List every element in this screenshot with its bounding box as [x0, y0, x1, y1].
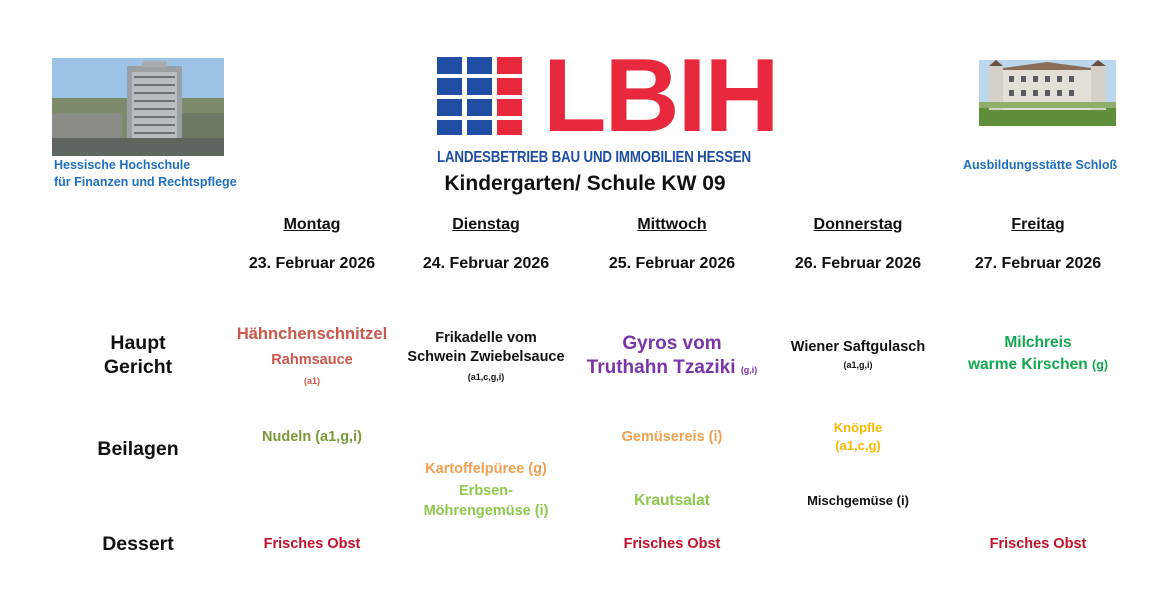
- fri-main-2-wrap: [943, 356, 1133, 374]
- wed-main-2: Truthahn Tzaziki: [586, 357, 736, 378]
- tue-main-1: Frikadelle vom: [435, 330, 537, 346]
- wed-main-1: Gyros vom: [622, 333, 722, 354]
- thu-side-1a: Knöpfle: [833, 420, 883, 435]
- page-title: Kindergarten/ Schule KW 09: [444, 172, 726, 195]
- tue-main-2: Schwein Zwiebelsauce: [407, 349, 565, 365]
- logo-grid-icon: [437, 57, 536, 135]
- row-label-sides: Beilagen: [97, 438, 179, 460]
- thu-side-2: Mischgemüse (i): [807, 493, 909, 508]
- tue-main-allergen: (a1,c,g,i): [467, 372, 505, 382]
- date-tuesday: 24. Februar 2026: [422, 255, 550, 272]
- right-caption: Ausbildungsstätte Schloß: [963, 158, 1118, 172]
- logo-subtitle: LANDESBETRIEB BAU UND IMMOBILIEN HESSEN: [437, 149, 751, 166]
- day-wednesday: Mittwoch: [637, 216, 707, 233]
- date-wednesday: 25. Februar 2026: [608, 255, 736, 272]
- left-building-photo: [52, 58, 224, 156]
- mon-dessert: Frisches Obst: [263, 536, 361, 552]
- wed-side-1: Gemüsereis (i): [621, 429, 723, 445]
- date-thursday: 26. Februar 2026: [794, 255, 922, 272]
- row-label-main-line2: Gericht: [103, 356, 173, 378]
- right-castle-photo: [979, 60, 1116, 126]
- day-monday: Montag: [283, 216, 341, 233]
- day-tuesday: Dienstag: [452, 216, 520, 233]
- mon-side: Nudeln (a1,g,i): [262, 429, 362, 445]
- date-monday: 23. Februar 2026: [248, 255, 376, 272]
- day-thursday: Donnerstag: [813, 216, 903, 233]
- mon-main-allergen: (a1): [303, 376, 320, 386]
- wed-main-allergen: (g,i): [740, 365, 758, 375]
- wed-dessert: Frisches Obst: [623, 536, 721, 552]
- left-caption-line1: Hessische Hochschule: [54, 158, 191, 172]
- fri-main-1: Milchreis: [1004, 334, 1072, 351]
- logo-wordmark: LBIH: [543, 38, 778, 154]
- row-label-main-line1: Haupt: [110, 332, 166, 354]
- fri-main-allergen: (g): [1092, 358, 1109, 372]
- left-caption: [54, 157, 237, 191]
- fri-dessert: Frisches Obst: [989, 536, 1087, 552]
- day-friday: Freitag: [1011, 216, 1065, 233]
- mon-main-2: Rahmsauce: [271, 352, 353, 368]
- wed-main-2-wrap: [577, 357, 767, 381]
- row-label-dessert: Dessert: [102, 533, 174, 555]
- tue-side-2a: Erbsen-: [459, 483, 513, 499]
- mon-main-1: Hähnchenschnitzel: [236, 325, 388, 343]
- fri-main-2: warme Kirschen: [967, 356, 1088, 373]
- thu-main-1: Wiener Saftgulasch: [790, 339, 926, 355]
- date-friday: 27. Februar 2026: [974, 255, 1102, 272]
- thu-main-allergen: (a1,g,i): [843, 360, 873, 370]
- tue-side-2b: Möhrengemüse (i): [423, 503, 549, 519]
- row-label-main: [78, 331, 198, 379]
- wed-side-2: Krautsalat: [634, 492, 710, 509]
- left-caption-line2: für Finanzen und Rechtspflege: [54, 175, 237, 189]
- tue-side-1: Kartoffelpüree (g): [425, 461, 547, 477]
- thu-side-1b: (a1,c,g): [835, 438, 881, 453]
